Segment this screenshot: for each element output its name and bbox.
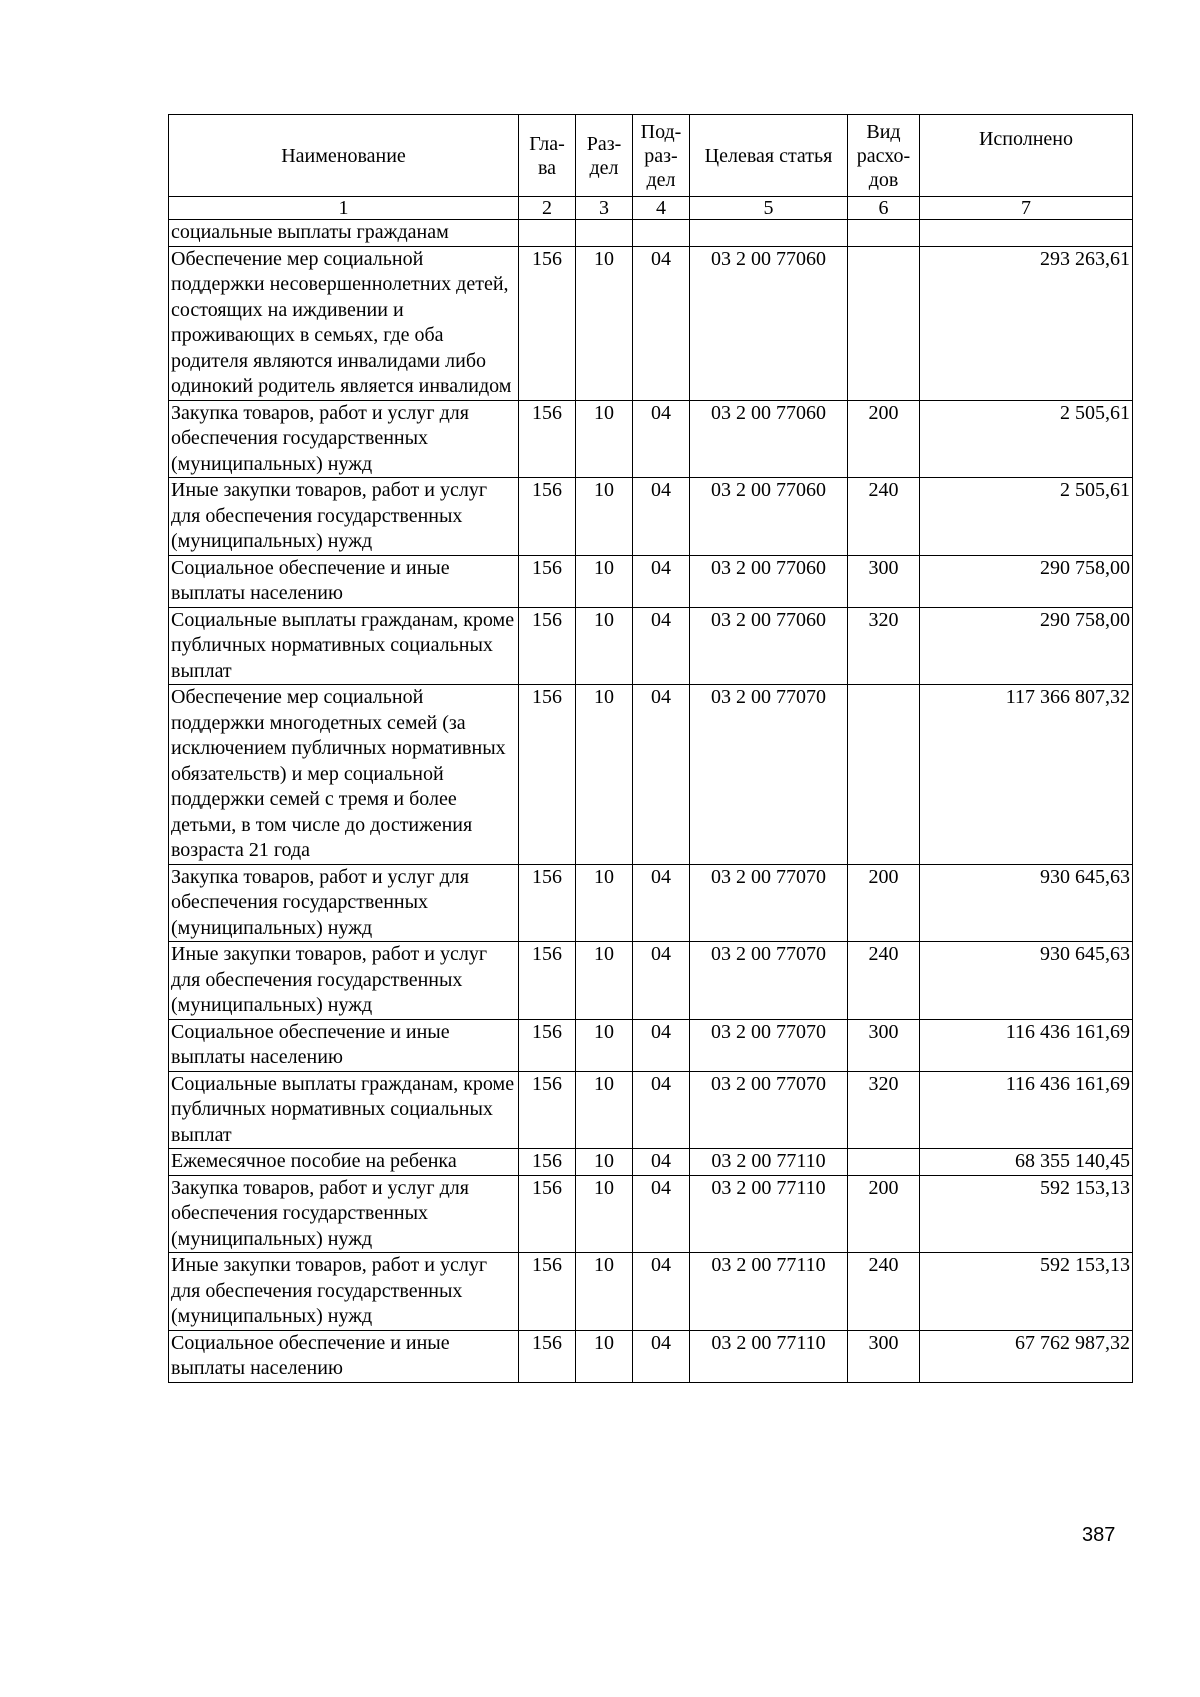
row-expense-type: 320: [848, 1071, 920, 1149]
row-name: социальные выплаты гражданам: [169, 220, 519, 247]
page-number: 387: [1082, 1524, 1116, 1546]
row-section: 10: [576, 1253, 633, 1331]
table-row: [169, 1019, 1133, 1071]
header-target: [690, 115, 848, 197]
row-name: Социальные выплаты гражданам, кроме публичных нормативных социальных выплат: [169, 607, 519, 685]
table-row: [169, 942, 1133, 1020]
header-chapter: [519, 115, 576, 197]
row-section: 10: [576, 1019, 633, 1071]
row-expense-type: 300: [848, 1019, 920, 1071]
row-executed: 67 762 987,32: [920, 1330, 1133, 1382]
row-executed: 290 758,00: [920, 555, 1133, 607]
row-section: 10: [576, 1071, 633, 1149]
table-row: [169, 685, 1133, 865]
row-chapter: 156: [519, 942, 576, 1020]
table-row: [169, 246, 1133, 400]
row-expense-type: 200: [848, 1175, 920, 1253]
row-executed: 592 153,13: [920, 1175, 1133, 1253]
row-chapter: 156: [519, 1175, 576, 1253]
row-chapter: 156: [519, 400, 576, 478]
row-name: Социальное обеспечение и иные выплаты населению: [169, 1330, 519, 1382]
row-expense-type: 300: [848, 555, 920, 607]
row-executed: [920, 220, 1133, 247]
row-target: 03 2 00 77060: [690, 400, 848, 478]
header-section: [576, 115, 633, 197]
row-target: 03 2 00 77060: [690, 555, 848, 607]
table-row: [169, 1149, 1133, 1176]
row-subsection: 04: [633, 942, 690, 1020]
row-executed: 116 436 161,69: [920, 1071, 1133, 1149]
row-target: 03 2 00 77070: [690, 1071, 848, 1149]
row-target: 03 2 00 77060: [690, 478, 848, 556]
row-executed: 2 505,61: [920, 478, 1133, 556]
column-number: 6: [848, 197, 920, 220]
row-name: Социальное обеспечение и иные выплаты населению: [169, 1019, 519, 1071]
row-section: [576, 220, 633, 247]
header-name-label: Наименование: [281, 144, 406, 167]
row-target: 03 2 00 77110: [690, 1175, 848, 1253]
row-section: 10: [576, 246, 633, 400]
row-expense-type: [848, 1149, 920, 1176]
column-number: 3: [576, 197, 633, 220]
header-expense-type-label: Вид расхо- дов: [856, 120, 911, 191]
row-name: Иные закупки товаров, работ и услуг для обеспечения государственных (муниципальных) нужд: [169, 478, 519, 556]
column-number: 7: [920, 197, 1133, 220]
row-expense-type: 200: [848, 400, 920, 478]
row-chapter: 156: [519, 1330, 576, 1382]
row-expense-type: 200: [848, 864, 920, 942]
row-subsection: 04: [633, 1149, 690, 1176]
column-number: 2: [519, 197, 576, 220]
row-expense-type: [848, 685, 920, 865]
row-name: Социальные выплаты гражданам, кроме публичных нормативных социальных выплат: [169, 1071, 519, 1149]
row-subsection: 04: [633, 607, 690, 685]
row-name: Обеспечение мер социальной поддержки многодетных семей (за исключением публичных нормативных обязательств) и мер социальной поддержки семей с тремя и более детьми, в том числе до достижения возраста 21 года: [169, 685, 519, 865]
row-target: 03 2 00 77060: [690, 607, 848, 685]
row-section: 10: [576, 607, 633, 685]
row-chapter: 156: [519, 555, 576, 607]
row-target: 03 2 00 77110: [690, 1253, 848, 1331]
row-section: 10: [576, 1175, 633, 1253]
header-chapter-label: Гла- ва: [529, 132, 565, 179]
row-expense-type: 240: [848, 942, 920, 1020]
row-target: 03 2 00 77110: [690, 1149, 848, 1176]
table-row: [169, 1253, 1133, 1331]
row-expense-type: 300: [848, 1330, 920, 1382]
row-name: Иные закупки товаров, работ и услуг для обеспечения государственных (муниципальных) нужд: [169, 942, 519, 1020]
row-section: 10: [576, 1330, 633, 1382]
row-executed: 930 645,63: [920, 864, 1133, 942]
column-number-row: [169, 197, 1133, 220]
row-subsection: 04: [633, 478, 690, 556]
table-row: [169, 864, 1133, 942]
row-subsection: 04: [633, 864, 690, 942]
row-subsection: 04: [633, 1071, 690, 1149]
row-subsection: 04: [633, 1175, 690, 1253]
row-subsection: 04: [633, 246, 690, 400]
row-chapter: 156: [519, 1071, 576, 1149]
row-expense-type: [848, 220, 920, 247]
row-section: 10: [576, 685, 633, 865]
row-target: 03 2 00 77110: [690, 1330, 848, 1382]
row-subsection: 04: [633, 400, 690, 478]
row-subsection: [633, 220, 690, 247]
row-chapter: 156: [519, 478, 576, 556]
row-executed: 930 645,63: [920, 942, 1133, 1020]
row-subsection: 04: [633, 555, 690, 607]
table-body: [169, 220, 1133, 1383]
table-row: [169, 607, 1133, 685]
row-name: Обеспечение мер социальной поддержки несовершеннолетних детей, состоящих на иждивении и проживающих в семьях, где оба родителя являются инвалидами либо одинокий родитель является инвалидом: [169, 246, 519, 400]
row-expense-type: 320: [848, 607, 920, 685]
row-chapter: 156: [519, 607, 576, 685]
row-expense-type: 240: [848, 1253, 920, 1331]
header-section-label: Раз- дел: [586, 132, 622, 179]
row-executed: 116 436 161,69: [920, 1019, 1133, 1071]
row-section: 10: [576, 555, 633, 607]
header-name: [169, 115, 519, 197]
table-row: [169, 220, 1133, 247]
column-number: 5: [690, 197, 848, 220]
row-executed: 68 355 140,45: [920, 1149, 1133, 1176]
row-target: 03 2 00 77060: [690, 246, 848, 400]
row-executed: 592 153,13: [920, 1253, 1133, 1331]
header-expense-type: [848, 115, 920, 197]
row-chapter: [519, 220, 576, 247]
row-section: 10: [576, 942, 633, 1020]
row-subsection: 04: [633, 685, 690, 865]
table-row: [169, 400, 1133, 478]
row-section: 10: [576, 864, 633, 942]
column-number: 1: [169, 197, 519, 220]
header-subsection: [633, 115, 690, 197]
row-executed: 293 263,61: [920, 246, 1133, 400]
row-expense-type: 240: [848, 478, 920, 556]
table-row: [169, 555, 1133, 607]
row-name: Социальное обеспечение и иные выплаты населению: [169, 555, 519, 607]
row-name: Закупка товаров, работ и услуг для обеспечения государственных (муниципальных) нужд: [169, 864, 519, 942]
table-row: [169, 1071, 1133, 1149]
row-name: Ежемесячное пособие на ребенка: [169, 1149, 519, 1176]
row-subsection: 04: [633, 1253, 690, 1331]
row-executed: 2 505,61: [920, 400, 1133, 478]
header-executed: [920, 115, 1133, 197]
header-target-label: Целевая статья: [704, 144, 833, 167]
row-chapter: 156: [519, 1253, 576, 1331]
row-expense-type: [848, 246, 920, 400]
header-subsection-label: Под- раз- дел: [640, 120, 682, 191]
budget-document: [168, 114, 1132, 1383]
row-chapter: 156: [519, 864, 576, 942]
row-section: 10: [576, 400, 633, 478]
row-section: 10: [576, 478, 633, 556]
row-chapter: 156: [519, 246, 576, 400]
header-executed-label: Исполнено: [978, 128, 1074, 150]
row-target: 03 2 00 77070: [690, 1019, 848, 1071]
row-chapter: 156: [519, 685, 576, 865]
row-subsection: 04: [633, 1019, 690, 1071]
row-executed: 290 758,00: [920, 607, 1133, 685]
row-name: Иные закупки товаров, работ и услуг для обеспечения государственных (муниципальных) нужд: [169, 1253, 519, 1331]
row-target: [690, 220, 848, 247]
row-name: Закупка товаров, работ и услуг для обеспечения государственных (муниципальных) нужд: [169, 1175, 519, 1253]
row-chapter: 156: [519, 1149, 576, 1176]
row-name: Закупка товаров, работ и услуг для обеспечения государственных (муниципальных) нужд: [169, 400, 519, 478]
row-chapter: 156: [519, 1019, 576, 1071]
column-number: 4: [633, 197, 690, 220]
row-subsection: 04: [633, 1330, 690, 1382]
row-target: 03 2 00 77070: [690, 942, 848, 1020]
row-section: 10: [576, 1149, 633, 1176]
table-row: [169, 1175, 1133, 1253]
table-row: [169, 478, 1133, 556]
budget-table: [168, 114, 1133, 1383]
row-target: 03 2 00 77070: [690, 685, 848, 865]
row-target: 03 2 00 77070: [690, 864, 848, 942]
table-row: [169, 1330, 1133, 1382]
header-row: [169, 115, 1133, 197]
row-executed: 117 366 807,32: [920, 685, 1133, 865]
